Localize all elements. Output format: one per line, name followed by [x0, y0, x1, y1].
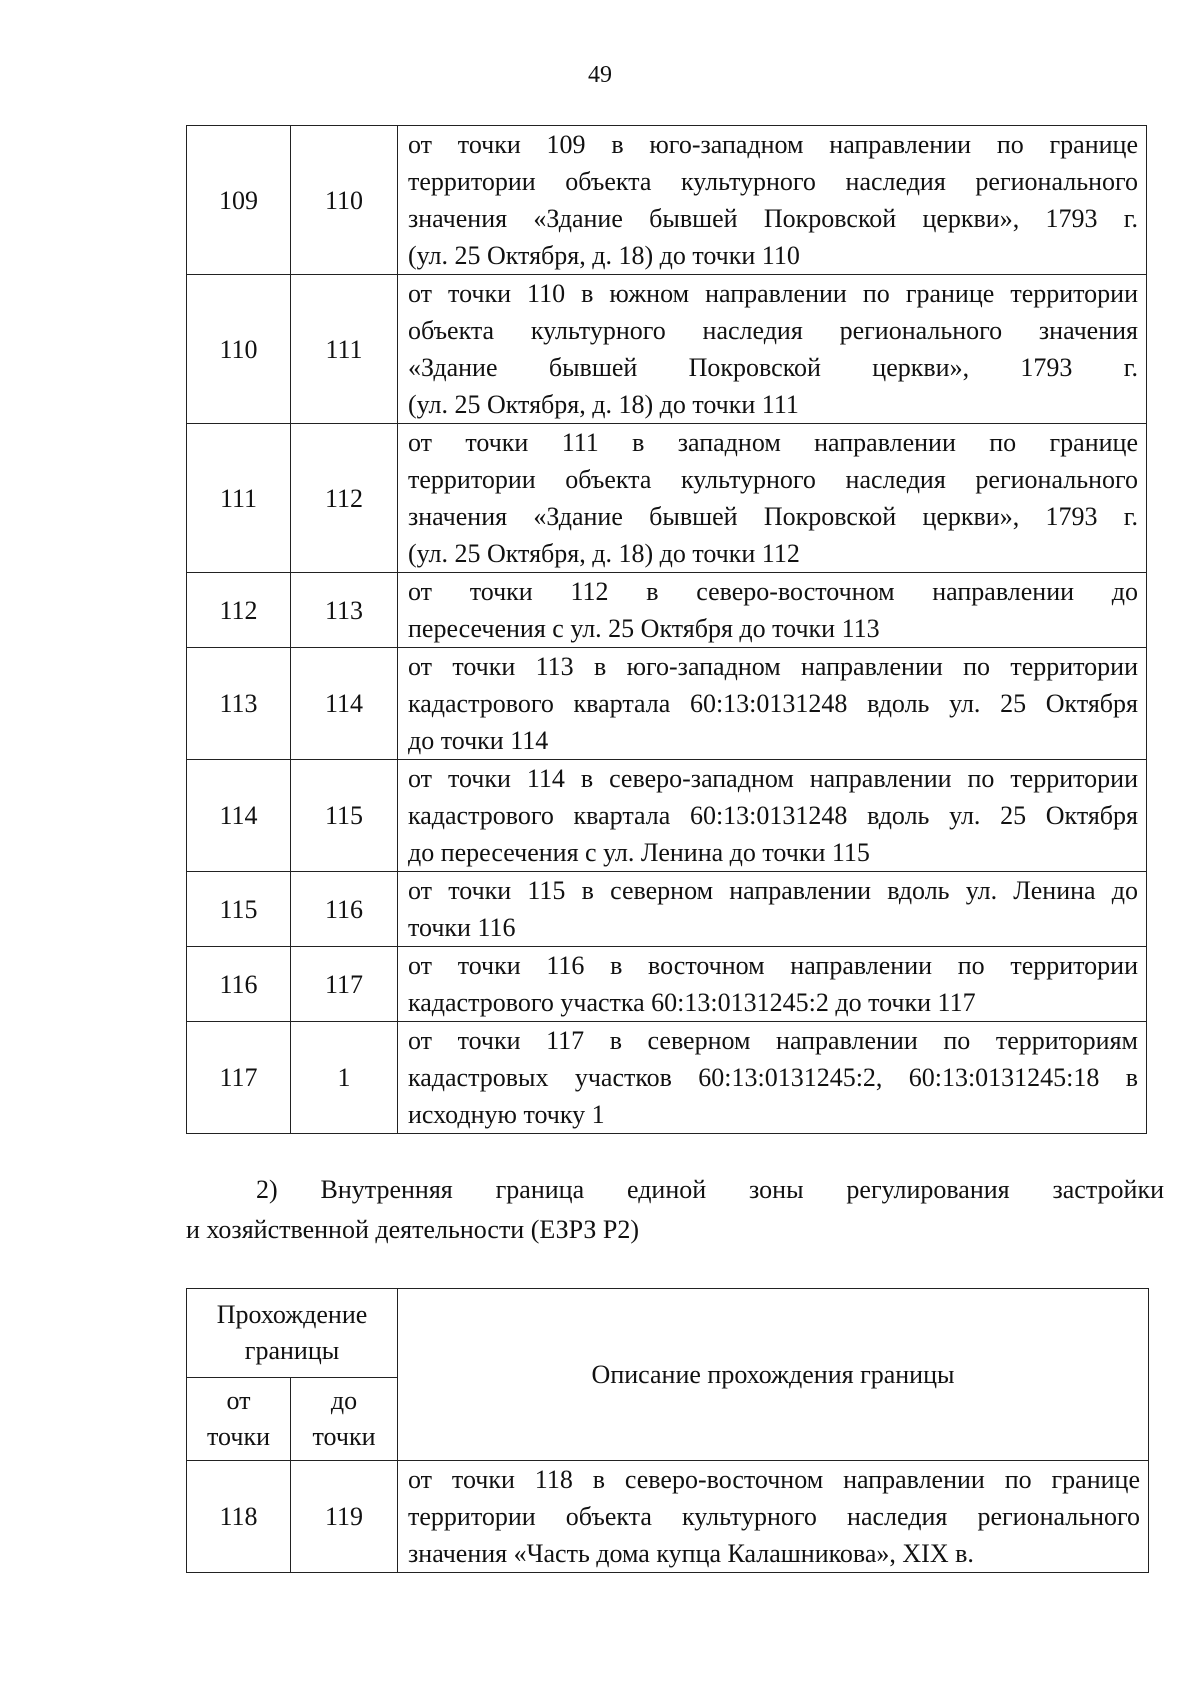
from-point-cell: 110 — [187, 275, 291, 424]
table-row — [187, 424, 1147, 573]
description-cell — [398, 947, 1147, 1022]
to-point-cell: 117 — [291, 947, 398, 1022]
description-line: от точки 112 в северо-восточном направлении до — [408, 577, 1138, 606]
table-row — [187, 760, 1147, 872]
description-line: от точки 115 в северном направлении вдоль ул. Ленина до — [408, 876, 1138, 905]
header-passage: Прохождение границы — [187, 1289, 398, 1378]
description-line: (ул. 25 Октября, д. 18) до точки 110 — [408, 241, 800, 270]
description-line: исходную точку 1 — [408, 1100, 605, 1129]
description-line: территории объекта культурного наследия регионального — [408, 1502, 1141, 1531]
description-cell — [398, 275, 1147, 424]
section-heading-line-1: 2) Внутренняя граница единой зоны регулирования застройки — [256, 1175, 1164, 1204]
from-point-cell: 112 — [187, 573, 291, 648]
table-row — [187, 947, 1147, 1022]
table-row — [187, 872, 1147, 947]
table-row — [187, 1461, 1149, 1573]
to-point-cell: 113 — [291, 573, 398, 648]
boundary-table-inner — [186, 1288, 1149, 1573]
description-line: от точки 116 в восточном направлении по территории — [408, 951, 1138, 980]
description-line: территории объекта культурного наследия регионального — [408, 167, 1138, 196]
boundary-table-outer — [186, 125, 1147, 1134]
table-row — [187, 573, 1147, 648]
description-line: от точки 113 в юго-западном направлении по территории — [408, 652, 1138, 681]
table-row — [187, 275, 1147, 424]
description-line: значения «Здание бывшей Покровской церкви», 1793 г. — [408, 502, 1138, 531]
description-line: от точки 111 в западном направлении по границе — [408, 428, 1138, 457]
to-point-cell: 119 — [291, 1461, 398, 1573]
description-cell — [398, 760, 1147, 872]
from-point-cell: 115 — [187, 872, 291, 947]
description-line: кадастровых участков 60:13:0131245:2, 60:13:0131245:18 в — [408, 1063, 1138, 1092]
to-point-cell: 114 — [291, 648, 398, 760]
description-line: значения «Часть дома купца Калашникова», XIX в. — [408, 1539, 974, 1568]
boundary-table-inner-body — [187, 1461, 1149, 1573]
description-line: кадастрового квартала 60:13:0131248 вдоль ул. 25 Октября — [408, 689, 1138, 718]
description-cell — [398, 1022, 1147, 1134]
to-point-cell: 110 — [291, 126, 398, 275]
table-row — [187, 1022, 1147, 1134]
table-header-row — [187, 1289, 1149, 1378]
description-line: от точки 117 в северном направлении по территориям — [408, 1026, 1138, 1055]
to-point-cell: 115 — [291, 760, 398, 872]
from-point-cell: 113 — [187, 648, 291, 760]
description-line: от точки 109 в юго-западном направлении по границе — [408, 130, 1138, 159]
description-line: кадастрового квартала 60:13:0131248 вдоль ул. 25 Октября — [408, 801, 1138, 830]
to-point-cell: 116 — [291, 872, 398, 947]
description-cell — [398, 424, 1147, 573]
description-line: объекта культурного наследия регионального значения — [408, 316, 1138, 345]
description-line: от точки 110 в южном направлении по границе территории — [408, 279, 1138, 308]
header-to-point: до точки — [291, 1378, 398, 1461]
description-line: от точки 118 в северо-восточном направлении по границе — [408, 1465, 1141, 1494]
from-point-cell: 118 — [187, 1461, 291, 1573]
to-point-cell: 111 — [291, 275, 398, 424]
description-line: от точки 114 в северо-западном направлении по территории — [408, 764, 1138, 793]
from-point-cell: 117 — [187, 1022, 291, 1134]
description-line: «Здание бывшей Покровской церкви», 1793 г. — [408, 353, 1138, 382]
description-cell — [398, 573, 1147, 648]
page-number: 49 — [588, 62, 612, 88]
table-row — [187, 648, 1147, 760]
description-line: пересечения с ул. 25 Октября до точки 113 — [408, 614, 880, 643]
description-line: до точки 114 — [408, 726, 549, 755]
description-line: (ул. 25 Октября, д. 18) до точки 112 — [408, 539, 800, 568]
boundary-table-outer-body — [187, 126, 1147, 1134]
description-line: (ул. 25 Октября, д. 18) до точки 111 — [408, 390, 799, 419]
to-point-cell: 1 — [291, 1022, 398, 1134]
description-cell — [398, 872, 1147, 947]
from-point-cell: 109 — [187, 126, 291, 275]
description-line: значения «Здание бывшей Покровской церкви», 1793 г. — [408, 204, 1138, 233]
from-point-cell: 114 — [187, 760, 291, 872]
description-line: до пересечения с ул. Ленина до точки 115 — [408, 838, 870, 867]
table-row — [187, 126, 1147, 275]
description-line: кадастрового участка 60:13:0131245:2 до точки 117 — [408, 988, 976, 1017]
to-point-cell: 112 — [291, 424, 398, 573]
description-line: точки 116 — [408, 913, 516, 942]
header-description: Описание прохождения границы — [398, 1289, 1149, 1461]
description-cell — [398, 126, 1147, 275]
from-point-cell: 111 — [187, 424, 291, 573]
description-cell — [398, 648, 1147, 760]
description-cell — [398, 1461, 1149, 1573]
header-from-point: от точки — [187, 1378, 291, 1461]
description-line: территории объекта культурного наследия регионального — [408, 465, 1138, 494]
from-point-cell: 116 — [187, 947, 291, 1022]
section-heading-line-2: и хозяйственной деятельности (ЕЗРЗ Р2) — [186, 1215, 640, 1244]
